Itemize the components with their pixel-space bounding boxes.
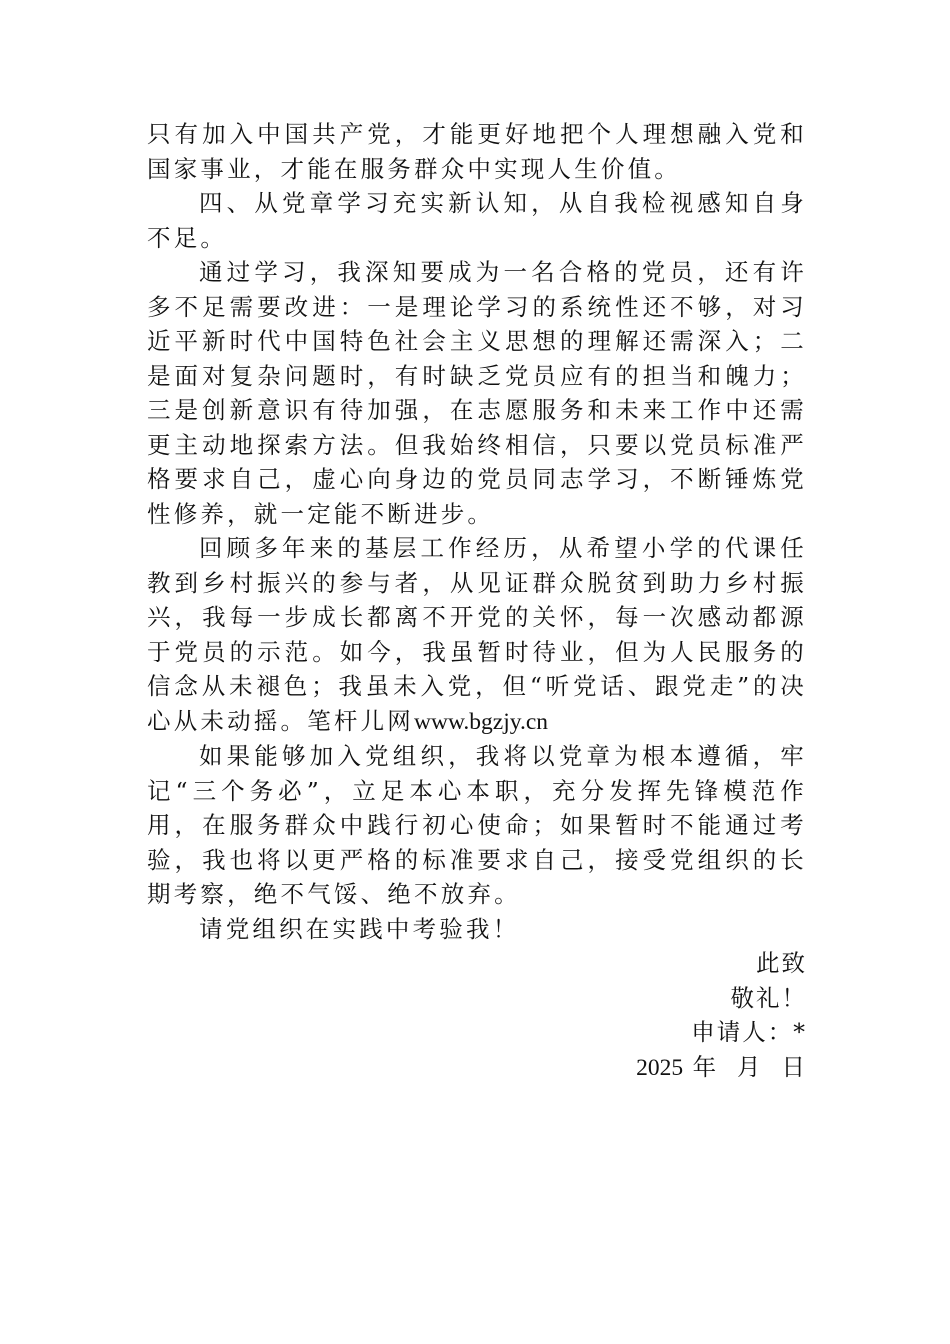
paragraph-request: 请党组织在实践中考验我！	[199, 914, 520, 943]
closing-respect: 敬礼！	[730, 983, 807, 1012]
paragraph-work-experience	[147, 531, 807, 739]
document-page	[147, 117, 807, 1085]
site-label: 笔杆儿网	[307, 706, 415, 735]
date-rest: 年 月 日	[692, 1052, 807, 1081]
section-heading-4: 四、从党章学习充实新认知，从自我检视感知自身不足。	[147, 189, 807, 252]
paragraph-commitment: 如果能够加入党组织，我将以党章为根本遵循，牢记“三个务必”，立足本心本职，充分发挥先锋模范作用，在服务群众中践行初心使命；如果暂时不能通过考验，我也将以更严格的标准要求自己，接受党组织的长期考察，绝不气馁、绝不放弃。	[147, 742, 807, 908]
work-experience-text: 回顾多年来的基层工作经历，从希望小学的代课任教到乡村振兴的参与者，从见证群众脱贫到助力乡村振兴，我每一步成长都离不开党的关怀，每一次感动都源于党员的示范。如今，我虽暂时待业，但为人民服务的信念从未褪色；我虽未入党，但“听党话、跟党走”的决心从未动摇。	[147, 534, 807, 735]
site-url: www.bgzjy.cn	[414, 708, 549, 735]
applicant-signature: 申请人：*	[691, 1018, 807, 1046]
application-date	[147, 1050, 807, 1086]
paragraph-self-review: 通过学习，我深知要成为一名合格的党员，还有许多不足需要改进：一是理论学习的系统性还不够，对习近平新时代中国特色社会主义思想的理解还需深入；二是面对复杂问题时，有时缺乏党员应有的担当和魄力；三是创新意识有待加强，在志愿服务和未来工作中还需更主动地探索方法。但我始终相信，只要以党员标准严格要求自己，虚心向身边的党员同志学习，不断锤炼党性修养，就一定能不断进步。	[147, 258, 807, 528]
paragraph-conclusion-section3: 只有加入中国共产党，才能更好地把个人理想融入党和国家事业，才能在服务群众中实现人生价值。	[147, 120, 807, 183]
closing-salutation: 此致	[756, 949, 807, 977]
date-year: 2025	[636, 1054, 684, 1081]
